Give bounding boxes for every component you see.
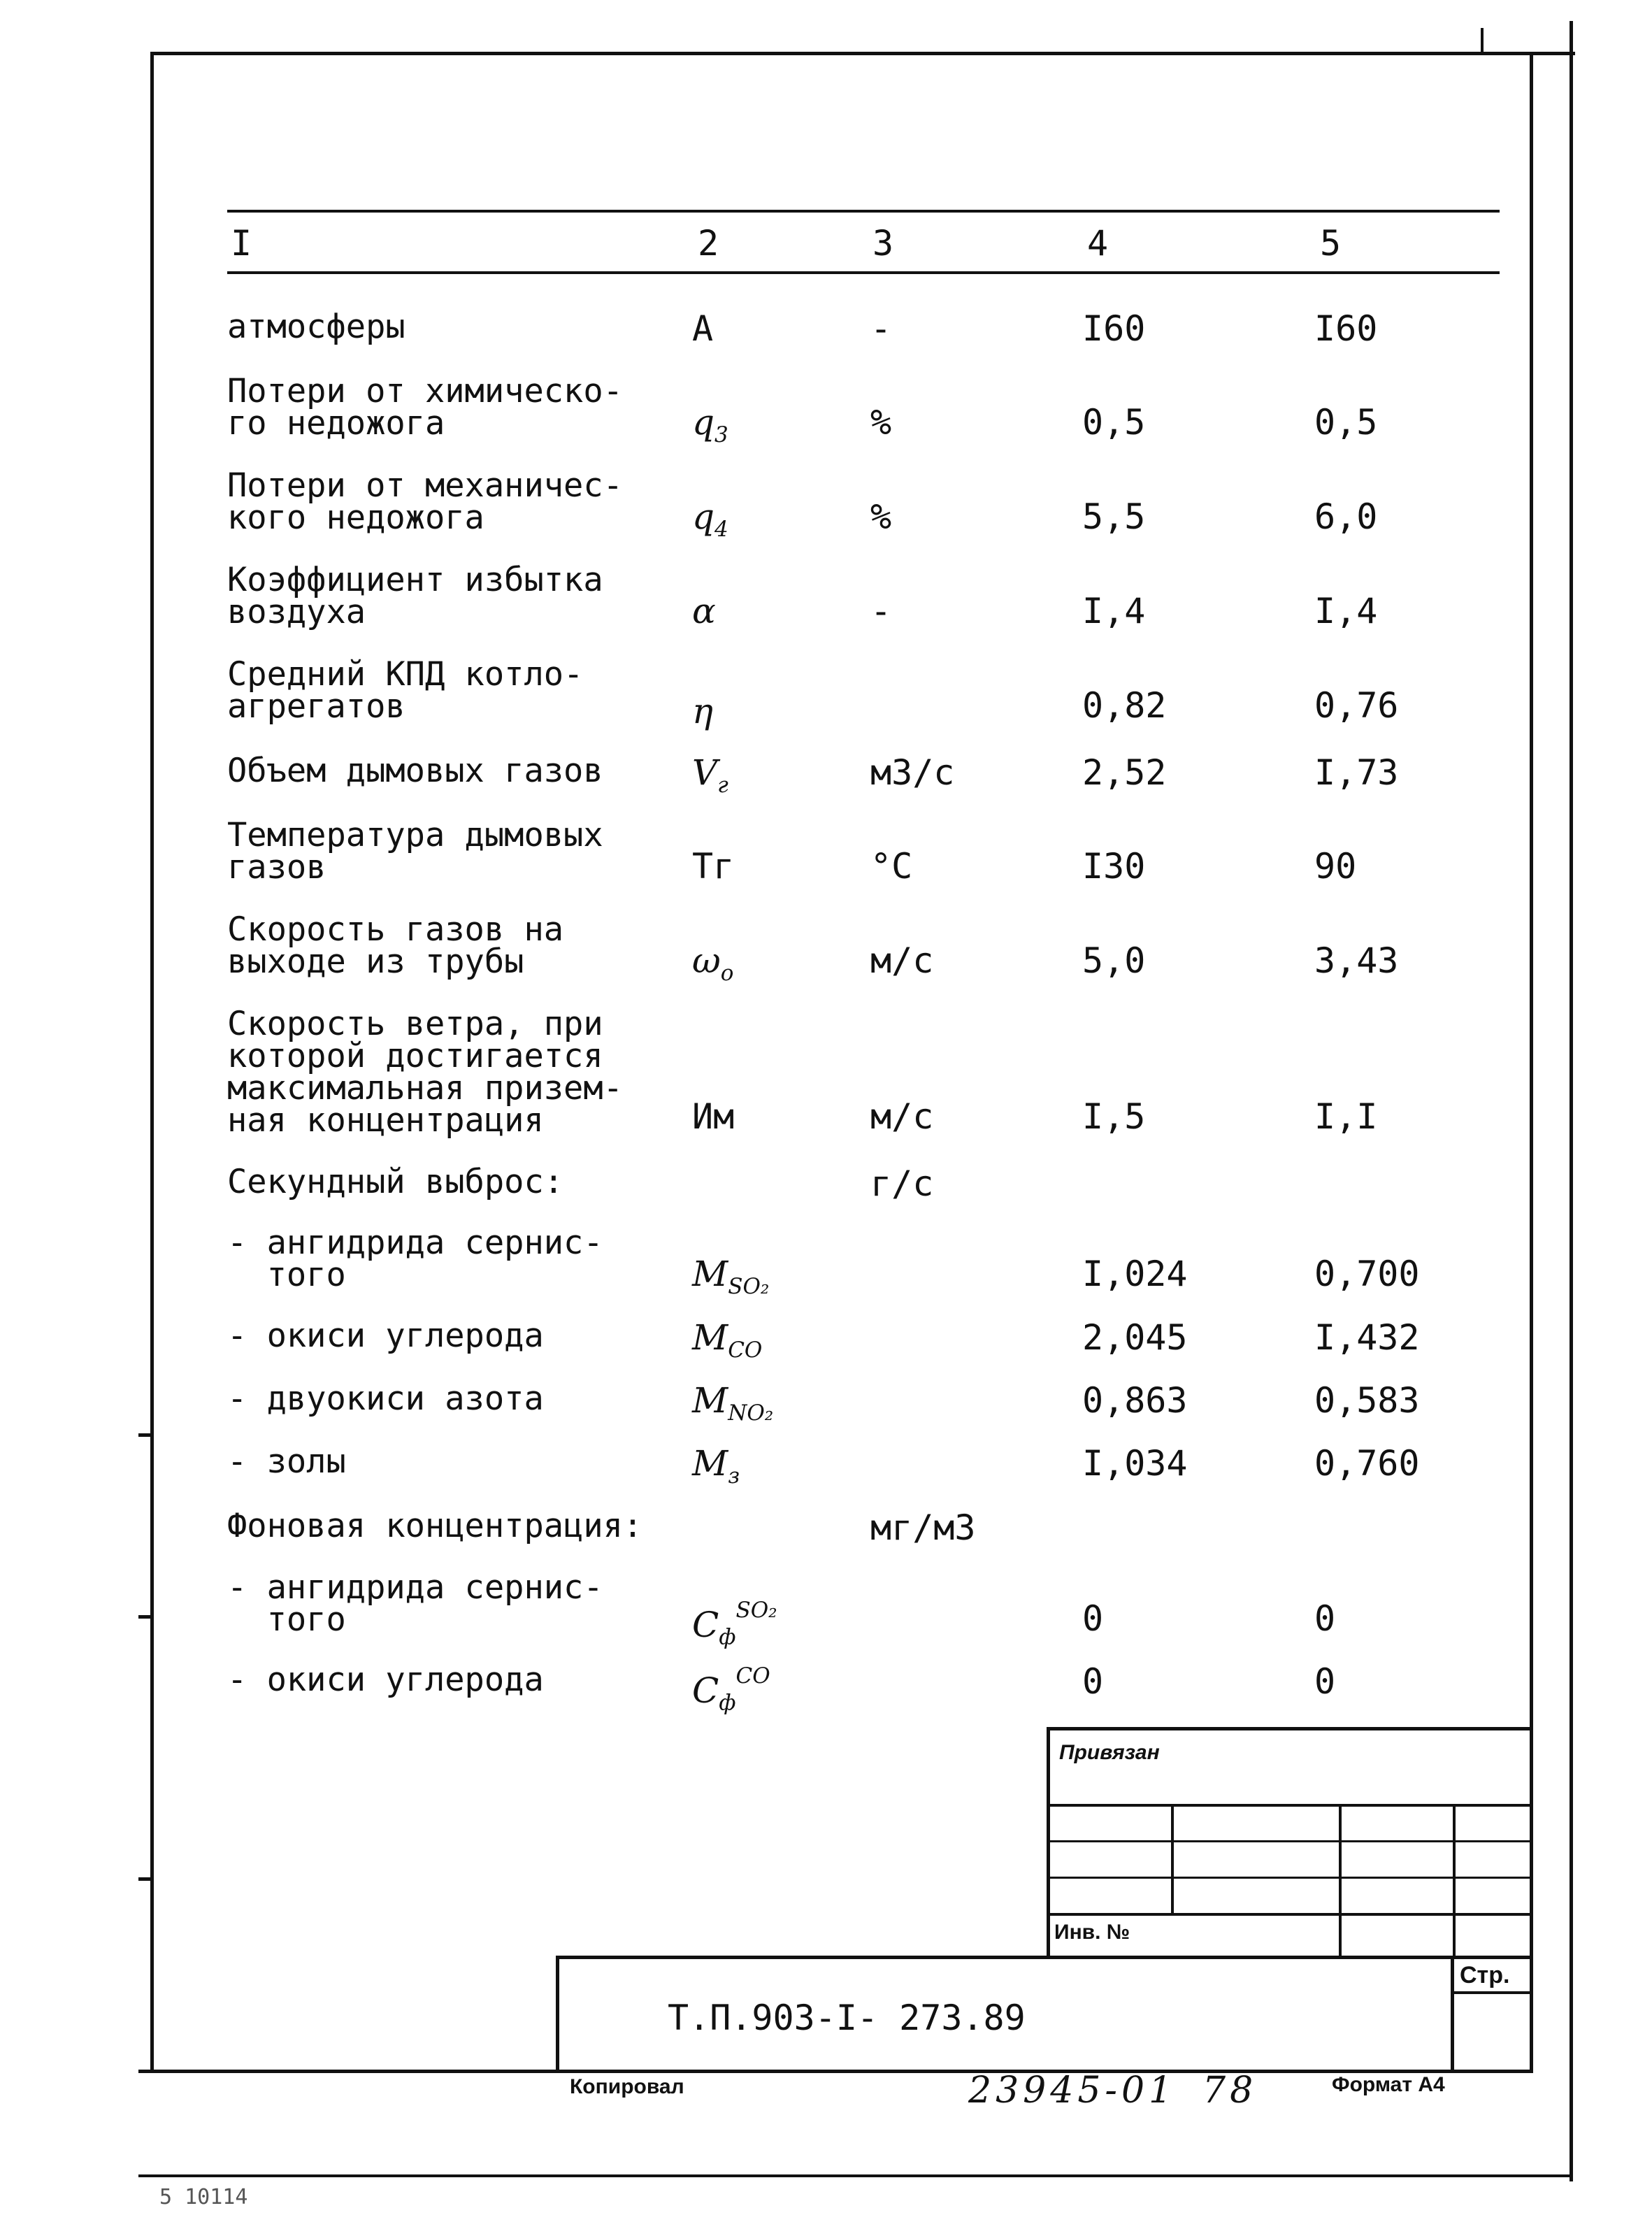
value-col-4: I,4 [1082, 591, 1146, 631]
symbol: $M_{NO_2}$ [692, 1380, 774, 1426]
param-label: Фоновая концентрация: [227, 1507, 643, 1545]
symbol: A [692, 308, 714, 349]
param-label: Потери от химическо- го недожога [227, 372, 623, 443]
unit: - [870, 591, 892, 631]
symbol: $q_4$ [692, 496, 728, 542]
linked-label: Привязан [1059, 1741, 1160, 1764]
stamp-line [1047, 1804, 1533, 1807]
frame-outer-right [1570, 21, 1573, 2181]
stamp-line [556, 1956, 559, 2073]
symbol: Им [692, 1096, 735, 1137]
corner-note: 5 10114 [159, 2185, 248, 2209]
frame-bottom-outer [138, 2174, 1572, 2177]
param-label: Потери от механичес- кого недожога [227, 466, 623, 537]
table-header-rule [227, 271, 1500, 274]
param-label: - окиси углерода [227, 1661, 544, 1699]
symbol: $M_{CO}$ [692, 1317, 763, 1363]
format-label: Формат А4 [1332, 2073, 1445, 2096]
symbol: $M_{SO_2}$ [692, 1254, 770, 1299]
stamp-line [1451, 1956, 1454, 2073]
stamp-line [1339, 1804, 1342, 1958]
unit: °C [870, 846, 913, 887]
copied-label: Копировал [570, 2075, 684, 2098]
value-col-5: 0,700 [1314, 1254, 1420, 1294]
value-col-4: 5,5 [1082, 496, 1146, 537]
value-col-4: 2,52 [1082, 752, 1167, 793]
param-label: - двуокиси азота [227, 1379, 544, 1418]
page-label: Стр. [1460, 1962, 1510, 1988]
frame-inner-right [1530, 52, 1533, 2072]
left-margin-tick-1 [138, 1433, 154, 1437]
value-col-4: 0,82 [1082, 685, 1167, 726]
value-col-5: I,I [1314, 1096, 1378, 1137]
value-col-5: I60 [1314, 308, 1378, 349]
value-col-5: 0,760 [1314, 1443, 1420, 1484]
value-col-5: 0,583 [1314, 1380, 1420, 1421]
unit: м3/с [870, 752, 955, 793]
stamp-line [1453, 1804, 1456, 1958]
unit: мг/м3 [870, 1507, 976, 1548]
param-label: Средний КПД котло- агрегатов [227, 655, 584, 726]
frame-top [150, 52, 1575, 55]
param-label: - ангидрида сернис- того [227, 1568, 603, 1639]
stamp-line [1047, 1840, 1533, 1842]
param-label: Коэффициент избытка воздуха [227, 561, 603, 631]
stamp-line [1451, 1991, 1533, 1994]
value-col-4: I60 [1082, 308, 1146, 349]
symbol: $\omega_о$ [692, 940, 734, 986]
symbol: $M_з$ [692, 1443, 740, 1489]
symbol: $C_ф^{CO}$ [692, 1663, 770, 1716]
param-label: атмосферы [227, 308, 405, 346]
param-label: Температура дымовых газов [227, 816, 603, 887]
table-top-rule [227, 210, 1500, 213]
left-margin-tick-3 [138, 1877, 154, 1881]
stamp-line [1171, 1804, 1174, 1913]
unit: г/с [870, 1163, 934, 1204]
left-margin-tick-2 [138, 1615, 154, 1619]
value-col-4: I30 [1082, 846, 1146, 887]
value-col-4: 0 [1082, 1598, 1104, 1639]
value-col-4: I,034 [1082, 1443, 1188, 1484]
param-label: Объем дымовых газов [227, 752, 603, 790]
value-col-5: 90 [1314, 846, 1357, 887]
value-col-5: I,4 [1314, 591, 1378, 631]
stamp-line [556, 1956, 1533, 1959]
param-label: Скорость ветра, при которой достигается максимальная призем- ная концентрация [227, 1005, 623, 1140]
handwritten-number: 23945-01 [968, 2070, 1177, 2112]
value-col-4: 0,5 [1082, 402, 1146, 443]
header-col-3: 3 [872, 223, 894, 264]
symbol: $q_3$ [692, 402, 728, 447]
stamp-line [1047, 1727, 1050, 1958]
top-tick-mark [1481, 28, 1484, 55]
document-code: Т.П.903-I- 273.89 [668, 1998, 1026, 2038]
unit: м/с [870, 940, 934, 981]
param-label: Скорость газов на выходе из трубы [227, 910, 564, 981]
header-col-2: 2 [698, 223, 719, 264]
stamp-line [1047, 1877, 1533, 1879]
value-col-5: 0 [1314, 1661, 1336, 1702]
unit: м/с [870, 1096, 934, 1137]
value-col-4: 5,0 [1082, 940, 1146, 981]
stamp-line [1047, 1727, 1533, 1730]
symbol: $V_г$ [692, 752, 728, 798]
value-col-4: 2,045 [1082, 1317, 1188, 1358]
value-col-5: 0,5 [1314, 402, 1378, 443]
value-col-5: 3,43 [1314, 940, 1399, 981]
unit: - [870, 308, 892, 349]
unit: % [870, 496, 892, 537]
value-col-4: I,024 [1082, 1254, 1188, 1294]
unit: % [870, 402, 892, 443]
symbol: η [692, 691, 713, 731]
value-col-5: I,432 [1314, 1317, 1420, 1358]
value-col-5: 0,76 [1314, 685, 1399, 726]
value-col-5: 0 [1314, 1598, 1336, 1639]
symbol: α [692, 591, 716, 631]
header-col-5: 5 [1320, 223, 1342, 264]
param-label: - окиси углерода [227, 1317, 544, 1355]
value-col-5: I,73 [1314, 752, 1399, 793]
param-label: - золы [227, 1442, 346, 1481]
symbol: Тг [692, 846, 735, 887]
page-number: 78 [1202, 2070, 1258, 2112]
value-col-4: 0 [1082, 1661, 1104, 1702]
value-col-4: 0,863 [1082, 1380, 1188, 1421]
param-label: - ангидрида сернис- того [227, 1224, 603, 1294]
frame-bottom [138, 2070, 1533, 2073]
header-col-4: 4 [1087, 223, 1109, 264]
value-col-5: 6,0 [1314, 496, 1378, 537]
stamp-line [1047, 1913, 1533, 1916]
inventory-number-label: Инв. № [1054, 1921, 1130, 1944]
param-label: Секундный выброс: [227, 1163, 564, 1201]
header-col-1: I [231, 223, 252, 264]
symbol: $C_ф^{SO_2}$ [692, 1598, 777, 1650]
value-col-4: I,5 [1082, 1096, 1146, 1137]
frame-left [150, 52, 154, 2072]
